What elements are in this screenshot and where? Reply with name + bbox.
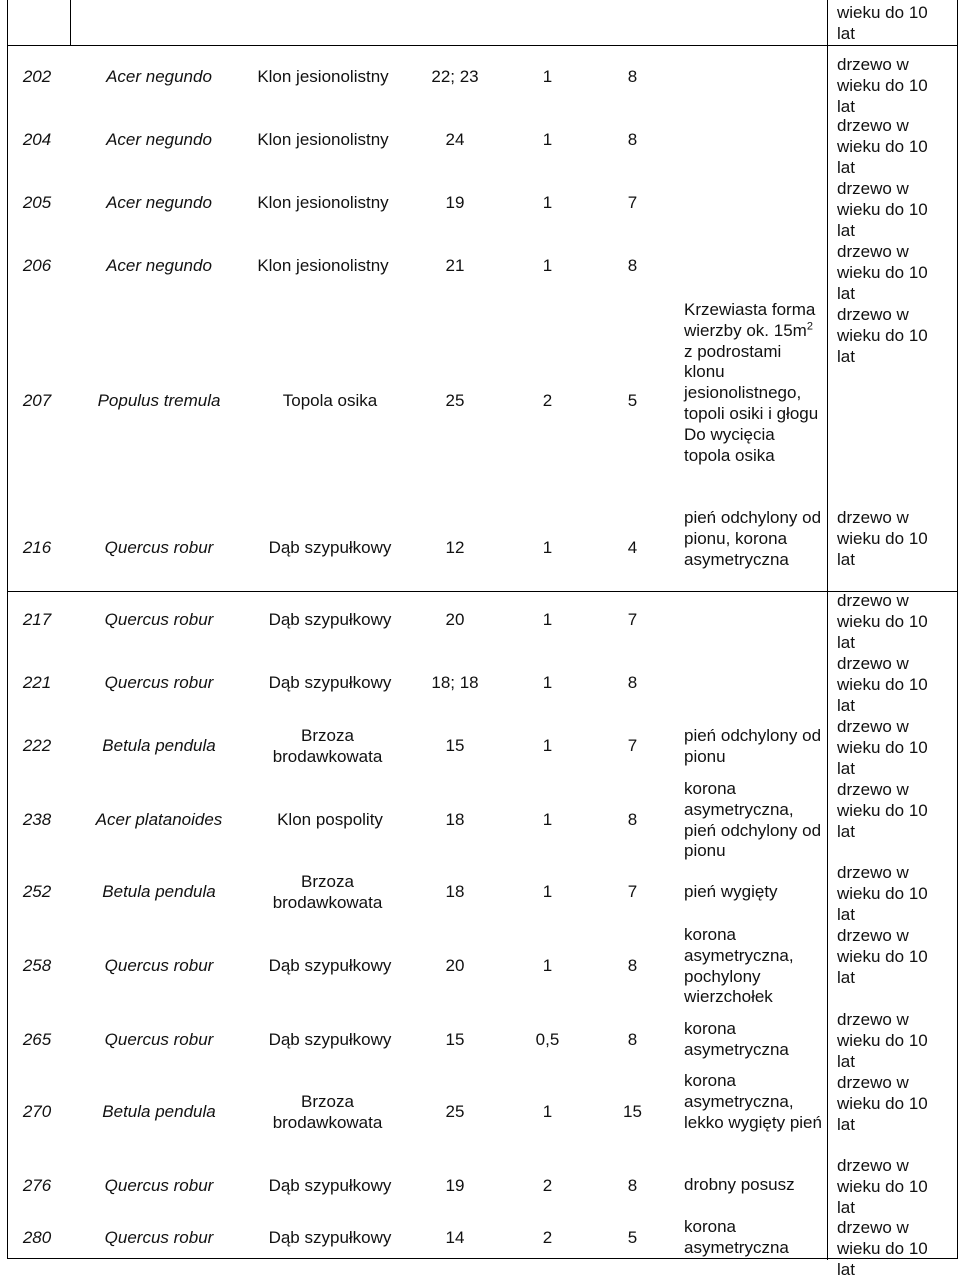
polish-name: Brzoza brodawkowata [272, 1092, 383, 1132]
circumference: 20 [445, 956, 465, 975]
circumference: 20 [445, 610, 465, 629]
remark: drzewo w wieku do 10 lat [837, 242, 928, 303]
circumference: 24 [445, 130, 465, 149]
remark: drzewo w wieku do 10 lat [837, 591, 928, 652]
circumference: 25 [445, 391, 465, 410]
note-216: pień odchylony od pionu, korona asymetryczna [684, 508, 822, 569]
tree-number: 280 [22, 1228, 52, 1247]
value-a: 2 [542, 1176, 553, 1195]
remark: drzewo w wieku do 10 lat [837, 116, 928, 177]
value-b: 8 [627, 956, 638, 975]
latin-name: Acer negundo [106, 67, 212, 86]
value-b: 7 [627, 736, 638, 755]
latin-name: Quercus robur [104, 610, 214, 629]
circumference: 21 [445, 256, 465, 275]
latin-name: Betula pendula [102, 1102, 216, 1121]
value-a: 1 [542, 538, 553, 557]
value-a: 1 [542, 130, 553, 149]
tree-number: 238 [22, 810, 52, 829]
polish-name: Klon pospolity [277, 810, 383, 829]
latin-name: Quercus robur [104, 673, 214, 692]
value-a: 0,5 [535, 1030, 560, 1049]
value-a: 1 [542, 956, 553, 975]
value-b: 8 [627, 673, 638, 692]
note-222: pień odchylony od pionu [684, 726, 822, 766]
tree-number: 216 [22, 538, 52, 557]
latin-name: Acer negundo [106, 130, 212, 149]
latin-name: Populus tremula [97, 391, 221, 410]
circumference: 12 [445, 538, 465, 557]
polish-name: Brzoza brodawkowata [272, 872, 383, 912]
value-b: 7 [627, 610, 638, 629]
circumference: 18 [445, 810, 465, 829]
tree-number: 206 [22, 256, 52, 275]
tree-number: 202 [22, 67, 52, 86]
row-divider [7, 591, 958, 592]
tree-number: 204 [22, 130, 52, 149]
latin-name: Quercus robur [104, 1228, 214, 1247]
value-b: 7 [627, 193, 638, 212]
value-a: 2 [542, 391, 553, 410]
value-a: 1 [542, 673, 553, 692]
circumference: 19 [445, 193, 465, 212]
polish-name: Dąb szypułkowy [268, 610, 392, 629]
value-b: 8 [627, 1176, 638, 1195]
remark: drzewo w wieku do 10 lat [837, 1218, 928, 1279]
value-a: 1 [542, 256, 553, 275]
tree-number: 207 [22, 391, 52, 410]
latin-name: Acer platanoides [95, 810, 223, 829]
remark: drzewo w wieku do 10 lat [837, 717, 928, 778]
latin-name: Acer negundo [106, 193, 212, 212]
polish-name: Dąb szypułkowy [268, 1030, 392, 1049]
value-a: 1 [542, 810, 553, 829]
column-divider [70, 0, 71, 46]
polish-name: Dąb szypułkowy [268, 1228, 392, 1247]
note-238: korona asymetryczna, pień odchylony od pionu [684, 779, 822, 861]
polish-name: Klon jesionolistny [257, 256, 389, 275]
latin-name: Quercus robur [104, 1176, 214, 1195]
remark: drzewo w wieku do 10 lat [837, 179, 928, 240]
polish-name: Dąb szypułkowy [268, 538, 392, 557]
tree-number: 252 [22, 882, 52, 901]
remark: drzewo w wieku do 10 lat [837, 1010, 928, 1071]
tree-number: 221 [22, 673, 52, 692]
note-252: pień wygięty [684, 882, 778, 901]
circumference: 15 [445, 736, 465, 755]
polish-name: Brzoza brodawkowata [272, 726, 383, 766]
tree-number: 270 [22, 1102, 52, 1121]
tree-number: 205 [22, 193, 52, 212]
value-a: 1 [542, 882, 553, 901]
latin-name: Quercus robur [104, 538, 214, 557]
remark: drzewo w wieku do 10 lat [837, 305, 928, 366]
circumference: 22; 23 [431, 67, 479, 86]
value-b: 8 [627, 130, 638, 149]
tree-number: 217 [22, 610, 52, 629]
remark: drzewo w wieku do 10 lat [837, 1156, 928, 1217]
circumference: 15 [445, 1030, 465, 1049]
note-207: Krzewiasta forma wierzby ok. $15m^2$ z podrostami klonu jesionolistnego, topoli osiki i głogu Do wycięcia topola osika [684, 300, 819, 465]
latin-name: Quercus robur [104, 956, 214, 975]
remark: drzewo w wieku do 10 lat [837, 654, 928, 715]
value-a: 1 [542, 67, 553, 86]
remark: drzewo w wieku do 10 lat [837, 508, 928, 569]
value-b: 8 [627, 256, 638, 275]
polish-name: Topola osika [282, 391, 378, 410]
value-b: 15 [623, 1102, 642, 1121]
tree-number: 276 [22, 1176, 52, 1195]
polish-name: Klon jesionolistny [257, 67, 389, 86]
polish-name: Dąb szypułkowy [268, 673, 392, 692]
value-a: 1 [542, 736, 553, 755]
circumference: 18 [445, 882, 465, 901]
tree-number: 258 [22, 956, 52, 975]
note-265: korona asymetryczna [684, 1019, 789, 1059]
value-b: 4 [627, 538, 638, 557]
value-b: 8 [627, 810, 638, 829]
value-b: 8 [627, 1030, 638, 1049]
remark-continued: wieku do 10 lat [837, 3, 928, 43]
value-a: 2 [542, 1228, 553, 1247]
tree-number: 265 [22, 1030, 52, 1049]
polish-name: Klon jesionolistny [257, 130, 389, 149]
row-divider [7, 45, 958, 46]
remark: drzewo w wieku do 10 lat [837, 926, 928, 987]
remark: drzewo w wieku do 10 lat [837, 863, 928, 924]
latin-name: Quercus robur [104, 1030, 214, 1049]
value-a: 1 [542, 193, 553, 212]
remark: drzewo w wieku do 10 lat [837, 780, 928, 841]
value-a: 1 [542, 1102, 553, 1121]
note-276: drobny posusz [684, 1175, 795, 1194]
value-b: 7 [627, 882, 638, 901]
note-258: korona asymetryczna, pochylony wierzchołek [684, 925, 794, 1007]
circumference: 18; 18 [431, 673, 479, 692]
note-270: korona asymetryczna, lekko wygięty pień [684, 1071, 822, 1132]
polish-name: Dąb szypułkowy [268, 1176, 392, 1195]
note-280: korona asymetryczna [684, 1217, 789, 1257]
circumference: 19 [445, 1176, 465, 1195]
circumference: 25 [445, 1102, 465, 1121]
column-divider [827, 0, 828, 1260]
latin-name: Betula pendula [102, 882, 216, 901]
polish-name: Dąb szypułkowy [268, 956, 392, 975]
latin-name: Betula pendula [102, 736, 216, 755]
remark: drzewo w wieku do 10 lat [837, 55, 928, 116]
value-b: 8 [627, 67, 638, 86]
remark: drzewo w wieku do 10 lat [837, 1073, 928, 1134]
circumference: 14 [445, 1228, 465, 1247]
polish-name: Klon jesionolistny [257, 193, 389, 212]
value-b: 5 [627, 391, 638, 410]
value-a: 1 [542, 610, 553, 629]
latin-name: Acer negundo [106, 256, 212, 275]
tree-number: 222 [22, 736, 52, 755]
value-b: 5 [627, 1228, 638, 1247]
